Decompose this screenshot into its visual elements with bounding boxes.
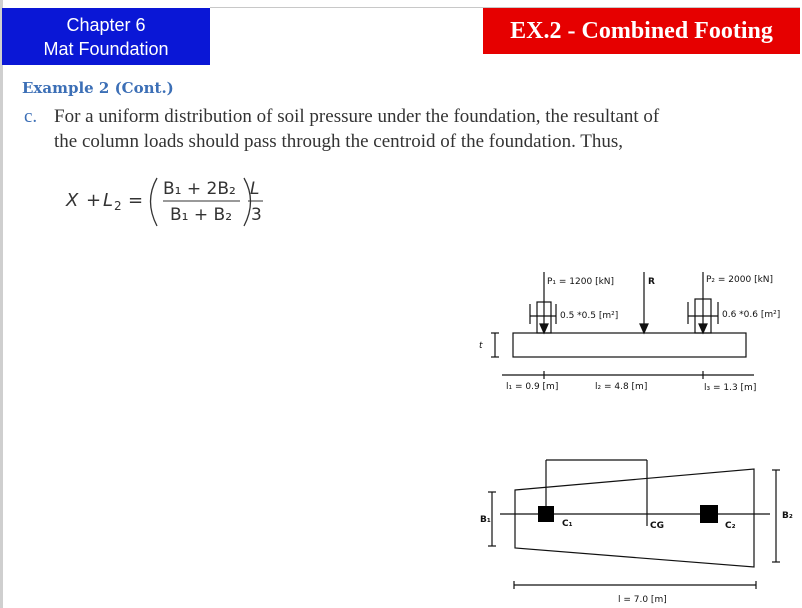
footing-slab xyxy=(513,333,746,357)
eq-l: L xyxy=(103,190,114,211)
eq-plus: + xyxy=(86,190,102,211)
centroid-equation xyxy=(60,168,280,234)
p2-label: P₂ = 2000 [kN] xyxy=(706,275,774,285)
eq-frac-l: L xyxy=(250,179,260,199)
eq-l-sub: 2 xyxy=(114,199,122,213)
c1-label: C₁ xyxy=(562,519,573,529)
resultant-label: R xyxy=(648,277,655,287)
b1-label: B₁ xyxy=(480,515,491,525)
chapter-number: Chapter 6 xyxy=(66,14,146,35)
eq-numerator: B₁ + 2B₂ xyxy=(163,179,236,199)
eq-denominator: B₁ + B₂ xyxy=(170,205,233,225)
paragraph-line-1: For a uniform distribution of soil pressure under the foundation, the resultant of xyxy=(54,106,660,127)
left-paren xyxy=(151,178,158,226)
l1-label: l₁ = 0.9 [m] xyxy=(506,382,559,392)
paragraph-line-2: the column loads should pass through the centroid of the foundation. Thus, xyxy=(54,131,624,152)
slide-left-border xyxy=(0,0,3,608)
resultant-arrowhead xyxy=(640,324,648,333)
paragraph xyxy=(24,104,764,154)
p1-arrowhead xyxy=(540,324,548,333)
p1-label: P₁ = 1200 [kN] xyxy=(547,277,615,287)
item-marker: c. xyxy=(24,106,38,127)
column-1-plan xyxy=(538,506,554,522)
plan-length-label: l = 7.0 [m] xyxy=(618,595,667,605)
column-2-size-label: 0.6 *0.6 [m²] xyxy=(722,310,781,320)
column-1-size-label: 0.5 *0.5 [m²] xyxy=(560,311,619,321)
c2-label: C₂ xyxy=(725,521,736,531)
chapter-topic: Mat Foundation xyxy=(43,38,169,59)
column-2-plan xyxy=(700,505,718,523)
footing-elevation-diagram xyxy=(470,266,800,400)
l2-label: l₂ = 4.8 [m] xyxy=(595,382,648,392)
eq-frac-3: 3 xyxy=(251,205,262,225)
chapter-header xyxy=(2,8,210,65)
eq-equals: = xyxy=(128,190,144,211)
l3-label: l₃ = 1.3 [m] xyxy=(704,383,757,393)
footing-plan-diagram xyxy=(470,452,800,608)
cg-label: CG xyxy=(650,521,664,531)
p2-arrowhead xyxy=(699,324,707,333)
b2-label: B₂ xyxy=(782,511,793,521)
eq-x: X xyxy=(66,190,79,211)
example-title: Example 2 (Cont.) xyxy=(22,79,174,97)
example-heading: EX.2 - Combined Footing xyxy=(483,8,800,54)
thickness-label: t xyxy=(479,341,483,351)
